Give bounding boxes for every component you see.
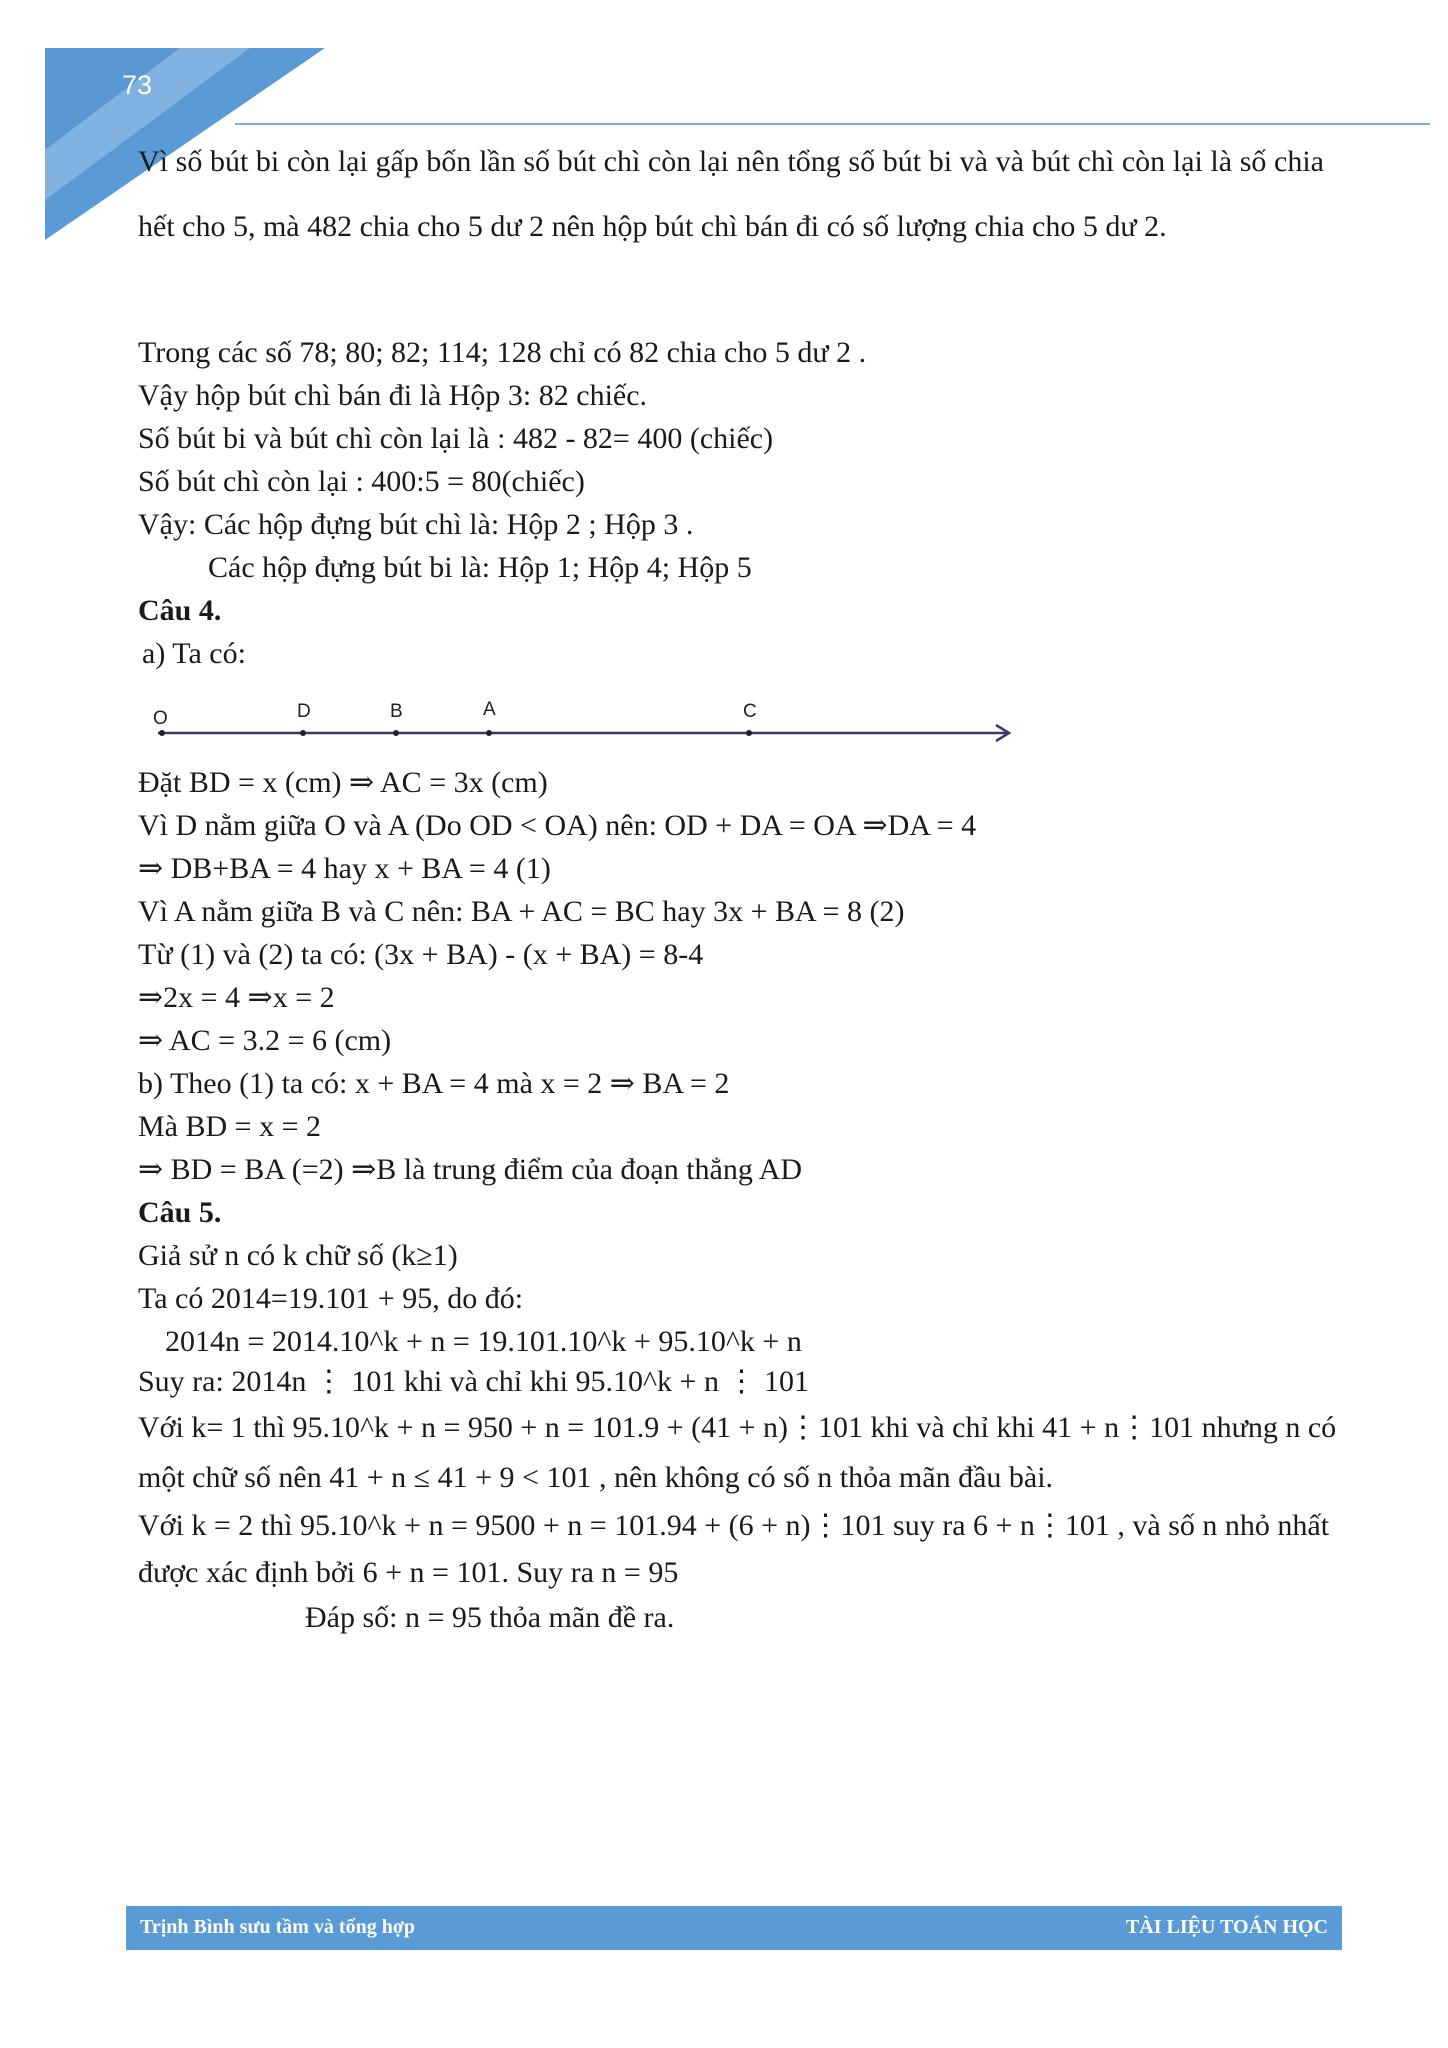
cau5-answer: Đáp số: n = 95 thỏa mãn đề ra. — [305, 1601, 675, 1634]
cau5-equation-2: Suy ra: 2014n ⋮ 101 khi và chỉ khi 95.10^k + n ⋮ 101 — [138, 1365, 809, 1398]
cau4-part-a: a) Ta có: — [142, 637, 246, 670]
text-line: Vậy hộp bút chì bán đi là Hộp 3: 82 chiếc. — [138, 379, 648, 412]
cau5-line: Giả sử n có k chữ số (k≥1) — [138, 1239, 458, 1272]
cau5-case-k2: Với k = 2 thì 95.10^k + n = 9500 + n = 101.94 + (6 + n)⋮101 suy ra 6 + n⋮101 , và số n nhỏ nhất — [138, 1509, 1330, 1542]
cau4-line: Mà BD = x = 2 — [138, 1110, 322, 1143]
point-b — [393, 730, 399, 736]
cau4-line: ⇒ DB+BA = 4 hay x + BA = 4 (1) — [138, 852, 551, 885]
cau5-equation-1: 2014n = 2014.10^k + n = 19.101.10^k + 95.10^k + n — [165, 1325, 802, 1358]
text-line: Vậy: Các hộp đựng bút chì là: Hộp 2 ; Hộp 3 . — [138, 508, 694, 541]
label-d: D — [297, 701, 311, 722]
label-c: C — [743, 701, 757, 722]
cau4-heading: Câu 4. — [138, 594, 222, 627]
cau4-line: b) Theo (1) ta có: x + BA = 4 mà x = 2 ⇒ BA = 2 — [138, 1067, 730, 1100]
text-line: Các hộp đựng bút bi là: Hộp 1; Hộp 4; Hộp 5 — [208, 551, 752, 584]
cau4-line: ⇒ BD = BA (=2) ⇒B là trung điểm của đoạn thẳng AD — [138, 1153, 803, 1186]
cau4-line: ⇒ AC = 3.2 = 6 (cm) — [138, 1024, 392, 1057]
point-a — [486, 730, 492, 736]
point-o — [159, 730, 165, 736]
page-number: 73 — [122, 70, 153, 100]
cau5-case-k1-cont: một chữ số nên 41 + n ≤ 41 + 9 < 101 , nên không có số n thỏa mãn đầu bài. — [138, 1461, 1054, 1494]
footer-author: Trịnh Bình sưu tầm và tổng hợp — [140, 1916, 416, 1938]
point-d — [300, 730, 306, 736]
footer-bar — [126, 1906, 1342, 1950]
label-o: O — [153, 708, 168, 729]
header-rule — [235, 123, 1430, 125]
intro-paragraph: Vì số bút bi còn lại gấp bốn lần số bút chì còn lại nên tổng số bút bi và và bút chì còn lại là số chia hết cho 5, mà 482 chia cho 5 dư 2 nên hộp bút chì bán đi có số lượng chia cho 5 dư 2. — [138, 145, 1324, 243]
cau4-line: Vì D nằm giữa O và A (Do OD < OA) nên: OD + DA = OA ⇒DA = 4 — [138, 809, 977, 842]
text-line: Trong các số 78; 80; 82; 114; 128 chỉ có 82 chia cho 5 dư 2 . — [138, 336, 867, 369]
cau5-case-k2-cont: được xác định bởi 6 + n = 101. Suy ra n = 95 — [138, 1556, 679, 1589]
footer-series-title: TÀI LIỆU TOÁN HỌC — [1125, 1916, 1328, 1938]
cau5-line: Ta có 2014=19.101 + 95, do đó: — [138, 1282, 524, 1315]
cau5-heading: Câu 5. — [138, 1196, 222, 1229]
label-a: A — [483, 700, 496, 720]
point-c — [746, 730, 752, 736]
cau5-case-k1: Với k= 1 thì 95.10^k + n = 950 + n = 101.9 + (41 + n)⋮101 khi và chỉ khi 41 + n⋮101 nhưng n có — [138, 1411, 1337, 1444]
text-line: Số bút bi và bút chì còn lại là : 482 - 82= 400 (chiếc) — [138, 422, 774, 455]
cau4-line: Đặt BD = x (cm) ⇒ AC = 3x (cm) — [138, 766, 548, 799]
label-b: B — [390, 701, 403, 722]
cau4-line: ⇒2x = 4 ⇒x = 2 — [138, 981, 335, 1014]
cau4-line: Từ (1) và (2) ta có: (3x + BA) - (x + BA) = 8-4 — [138, 938, 704, 971]
text-line: Số bút chì còn lại : 400:5 = 80(chiếc) — [138, 465, 585, 498]
cau4-line: Vì A nằm giữa B và C nên: BA + AC = BC hay 3x + BA = 8 (2) — [138, 895, 905, 928]
number-line-diagram — [140, 700, 1040, 760]
